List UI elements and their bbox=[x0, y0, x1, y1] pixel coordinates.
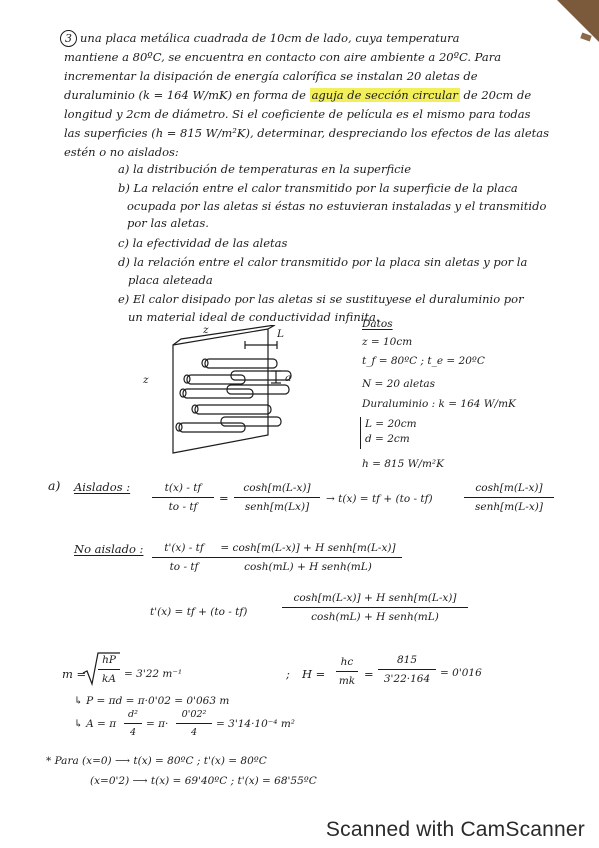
H-num2: 815 bbox=[396, 654, 418, 666]
area-mid: = π· bbox=[146, 718, 169, 730]
diagram-label-z-left: z bbox=[143, 374, 149, 386]
plate-outline bbox=[173, 329, 268, 453]
m-result: = 3'22 m⁻¹ bbox=[124, 668, 183, 680]
H-eq: = bbox=[364, 667, 374, 681]
diagram-label-a: a bbox=[285, 372, 292, 384]
area-num2: 0'02² bbox=[181, 709, 207, 720]
aislados-res-den: senh[m(L-x)] bbox=[475, 501, 543, 513]
datos-k: Duraluminio : k = 164 W/mK bbox=[362, 398, 516, 410]
item-d-2: placa aleteada bbox=[128, 273, 213, 287]
area-den2: 4 bbox=[190, 727, 198, 738]
H-frac-2 bbox=[378, 654, 436, 685]
m-rad-num: hP bbox=[102, 654, 116, 666]
item-e-2: un material ideal de conductividad infinita. bbox=[128, 310, 380, 324]
area-num1: d² bbox=[128, 709, 138, 720]
m-lhs: m = bbox=[62, 667, 87, 681]
aislados-rhs-den: senh[m(Lx)] bbox=[244, 501, 310, 513]
aislados-eq: = bbox=[219, 491, 229, 505]
problem-number: 3 bbox=[60, 30, 77, 47]
area-den1: 4 bbox=[129, 727, 137, 738]
area-result: = 3'14·10⁻⁴ m² bbox=[216, 718, 296, 730]
aislados-rhs-num: cosh[m(L-x)] bbox=[243, 482, 311, 494]
H-result: = 0'016 bbox=[440, 667, 482, 679]
area-prefix: ↳ A = π bbox=[74, 718, 117, 730]
problem-line-6: las superficies (h = 815 W/m²K), determinar, despreciando los efectos de las aletas bbox=[64, 126, 549, 140]
datos-z: z = 10cm bbox=[362, 336, 413, 348]
problem-line-4-text: duraluminio (k = 164 W/mK) en forma de bbox=[64, 88, 306, 102]
noaislado-rhs-den: cosh(mL) + H senh(mL) bbox=[244, 561, 372, 573]
noaislado-rhs bbox=[214, 542, 402, 573]
datos-d: d = 2cm bbox=[365, 433, 410, 445]
evaluation-x0: * Para (x=0) ⟶ t(x) = 80ºC ; t'(x) = 80ºC bbox=[46, 755, 267, 767]
datos-h: h = 815 W/m²K bbox=[362, 458, 444, 470]
perimeter-line: ↳ P = πd = π·0'02 = 0'063 m bbox=[74, 695, 230, 707]
item-e-1: e) El calor disipado por las aletas si se sustituyese el duraluminio por bbox=[118, 292, 524, 306]
H-lhs: H = bbox=[302, 667, 326, 681]
area-frac-2 bbox=[176, 709, 212, 738]
item-a: a) la distribución de temperaturas en la superficie bbox=[118, 162, 412, 176]
noaislado2-lhs: t'(x) = tf + (to - tf) bbox=[150, 606, 248, 618]
item-b-2: ocupada por las aletas si éstas no estuvieran instaladas y el transmitido bbox=[127, 199, 547, 213]
folded-corner bbox=[557, 0, 599, 42]
datos-heading: Datos bbox=[362, 318, 393, 330]
aislados-result: → t(x) = tf + (to - tf) bbox=[326, 493, 433, 505]
noaislado-lhs-den: to - tf bbox=[169, 561, 199, 573]
aislados-lhs-num: t(x) - tf bbox=[164, 482, 202, 494]
m-rad-den: kA bbox=[102, 673, 116, 685]
part-a-label: a) bbox=[48, 478, 61, 493]
H-num1: hc bbox=[340, 656, 354, 668]
problem-line-5: longitud y 2cm de diámetro. Si el coeficiente de película es el mismo para todas bbox=[64, 107, 531, 121]
noaislado-lhs bbox=[152, 542, 216, 573]
m-radicand bbox=[98, 654, 120, 685]
H-den2: 3'22·164 bbox=[383, 673, 431, 685]
noaislado-lhs-num: t'(x) - tf bbox=[164, 542, 204, 554]
diagram-label-z-top: z bbox=[203, 324, 209, 336]
aislados-result-frac bbox=[464, 482, 554, 513]
camscanner-watermark: Scanned with CamScanner bbox=[325, 818, 585, 841]
evaluation-x02: (x=0'2) ⟶ t(x) = 69'40ºC ; t'(x) = 68'55ºC bbox=[90, 775, 317, 787]
datos-temps: t_f = 80ºC ; t_e = 20ºC bbox=[362, 355, 485, 367]
noaislado-rhs-num: = cosh[m(L-x)] + H senh[m(L-x)] bbox=[220, 542, 396, 554]
problem-line-4-tail: de 20cm de bbox=[463, 88, 532, 102]
H-frac-1 bbox=[336, 656, 358, 687]
problem-line-1: una placa metálica cuadrada de 10cm de lado, cuya temperatura bbox=[80, 31, 460, 45]
item-b-3: por las aletas. bbox=[127, 216, 209, 230]
noaislado-label: No aislado : bbox=[74, 542, 144, 556]
H-separator: ; bbox=[286, 667, 290, 681]
datos-N: N = 20 aletas bbox=[362, 378, 436, 390]
fins bbox=[176, 359, 291, 432]
problem-line-7: estén o no aislados: bbox=[64, 145, 179, 159]
datos-bracket bbox=[360, 417, 361, 449]
aislados-lhs-den: to - tf bbox=[168, 501, 198, 513]
aislados-label: Aislados : bbox=[74, 480, 131, 494]
problem-line-4 bbox=[64, 88, 531, 102]
noaislado2-num: cosh[m(L-x)] + H senh[m(L-x)] bbox=[293, 592, 457, 604]
aislados-rhs bbox=[234, 482, 320, 513]
area-frac-1 bbox=[124, 709, 142, 738]
noaislado2-den: cosh(mL) + H senh(mL) bbox=[311, 611, 439, 623]
item-d-1: d) la relación entre el calor transmitido por la placa sin aletas y por la bbox=[118, 255, 528, 269]
item-c: c) la efectividad de las aletas bbox=[118, 236, 288, 250]
H-den1: mk bbox=[338, 675, 356, 687]
datos-L: L = 20cm bbox=[365, 418, 417, 430]
aislados-lhs bbox=[152, 482, 214, 513]
highlighted-phrase: aguja de sección circular bbox=[311, 88, 458, 102]
aislados-res-num: cosh[m(L-x)] bbox=[475, 482, 543, 494]
noaislado2-frac bbox=[282, 592, 468, 623]
problem-line-3: incrementar la disipación de energía calorífica se instalan 20 aletas de bbox=[64, 69, 478, 83]
item-b-1: b) La relación entre el calor transmitido por la superficie de la placa bbox=[118, 181, 518, 195]
diagram-label-L: L bbox=[277, 328, 284, 340]
problem-line-2: mantiene a 80ºC, se encuentra en contacto con aire ambiente a 20ºC. Para bbox=[64, 50, 502, 64]
